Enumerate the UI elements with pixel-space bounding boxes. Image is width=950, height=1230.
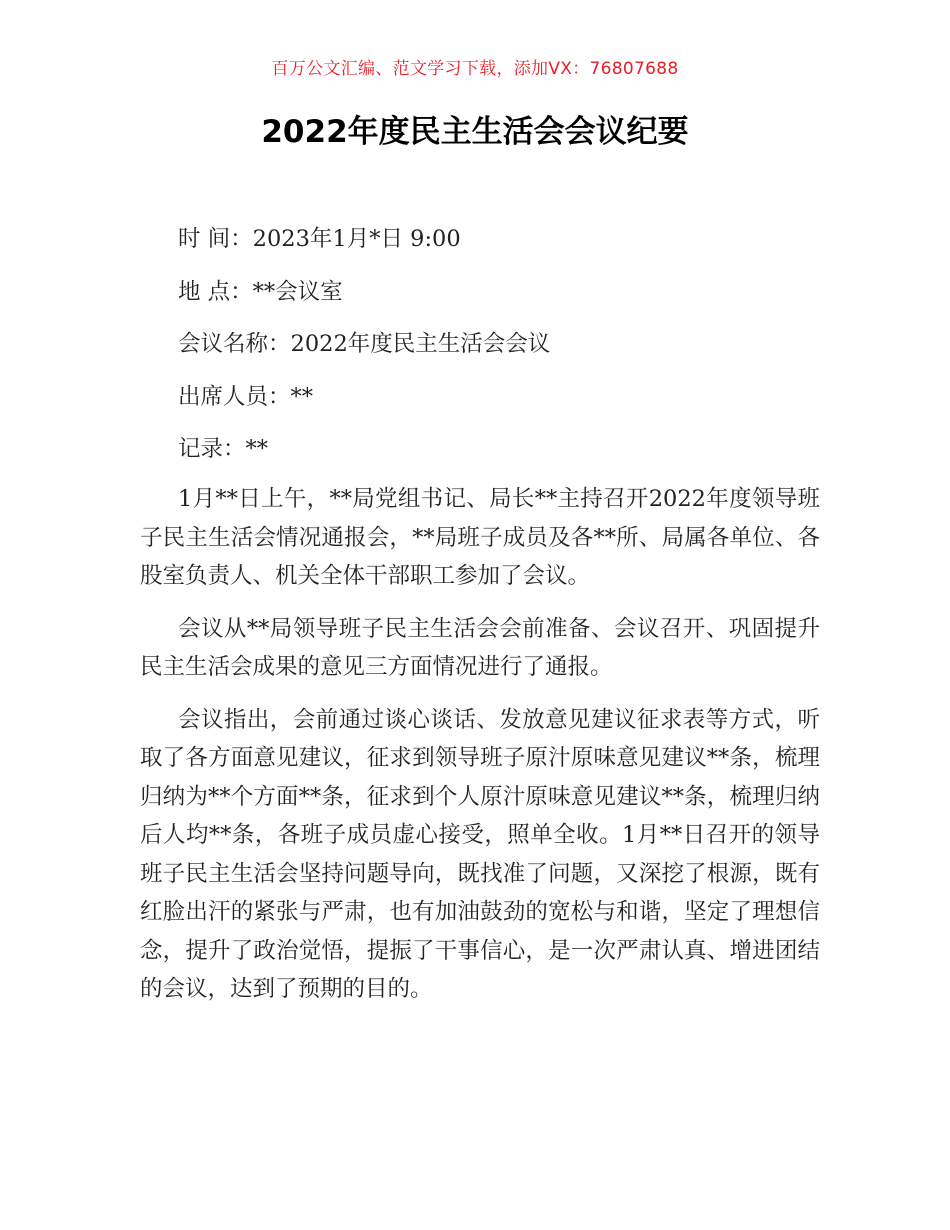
header-note: 百万公文汇编、范文学习下载，添加VX：76807688 (271, 59, 679, 79)
meta-meeting-name: 会议名称：2022年度民主生活会会议 (178, 331, 551, 357)
document-body (140, 480, 820, 1023)
paragraph: 1月**日上午，**局党组书记、局长**主持召开2022年度领导班子民主生活会情况通报会，**局班子成员及各**所、局属各单位、各股室负责人、机关全体干部职工参加了会议。 (140, 486, 820, 589)
meta-attendees: 出席人员：** (178, 383, 314, 410)
document-title: 2022年度民主生活会会议纪要 (261, 114, 689, 150)
meeting-meta (178, 222, 818, 485)
meta-time: 时 间：2023年1月*日 9:00 (178, 226, 461, 252)
paragraph: 会议指出，会前通过谈心谈话、发放意见建议征求表等方式，听取了各方面意见建议，征求到领导班子原汁原味意见建议**条，梳理归纳为**个方面**条，征求到个人原汁原味意见建议**条，梳理归纳后人均**条，各班子成员虚心接受，照单全收。1月**日召开的领导班子民主生活会坚持问题导向，既找准了问题，又深挖了根源，既有红脸出汗的紧张与严肃，也有加油鼓劲的宽松与和谐，坚定了理想信念，提升了政治觉悟，提振了干事信心，是一次严肃认真、增进团结的会议，达到了预期的目的。 (140, 706, 820, 1002)
paragraph: 会议从**局领导班子民主生活会会前准备、会议召开、巩固提升民主生活会成果的意见三方面情况进行了通报。 (140, 615, 820, 680)
meta-recorder: 记录：** (178, 436, 269, 462)
meta-place: 地 点：**会议室 (178, 278, 343, 305)
